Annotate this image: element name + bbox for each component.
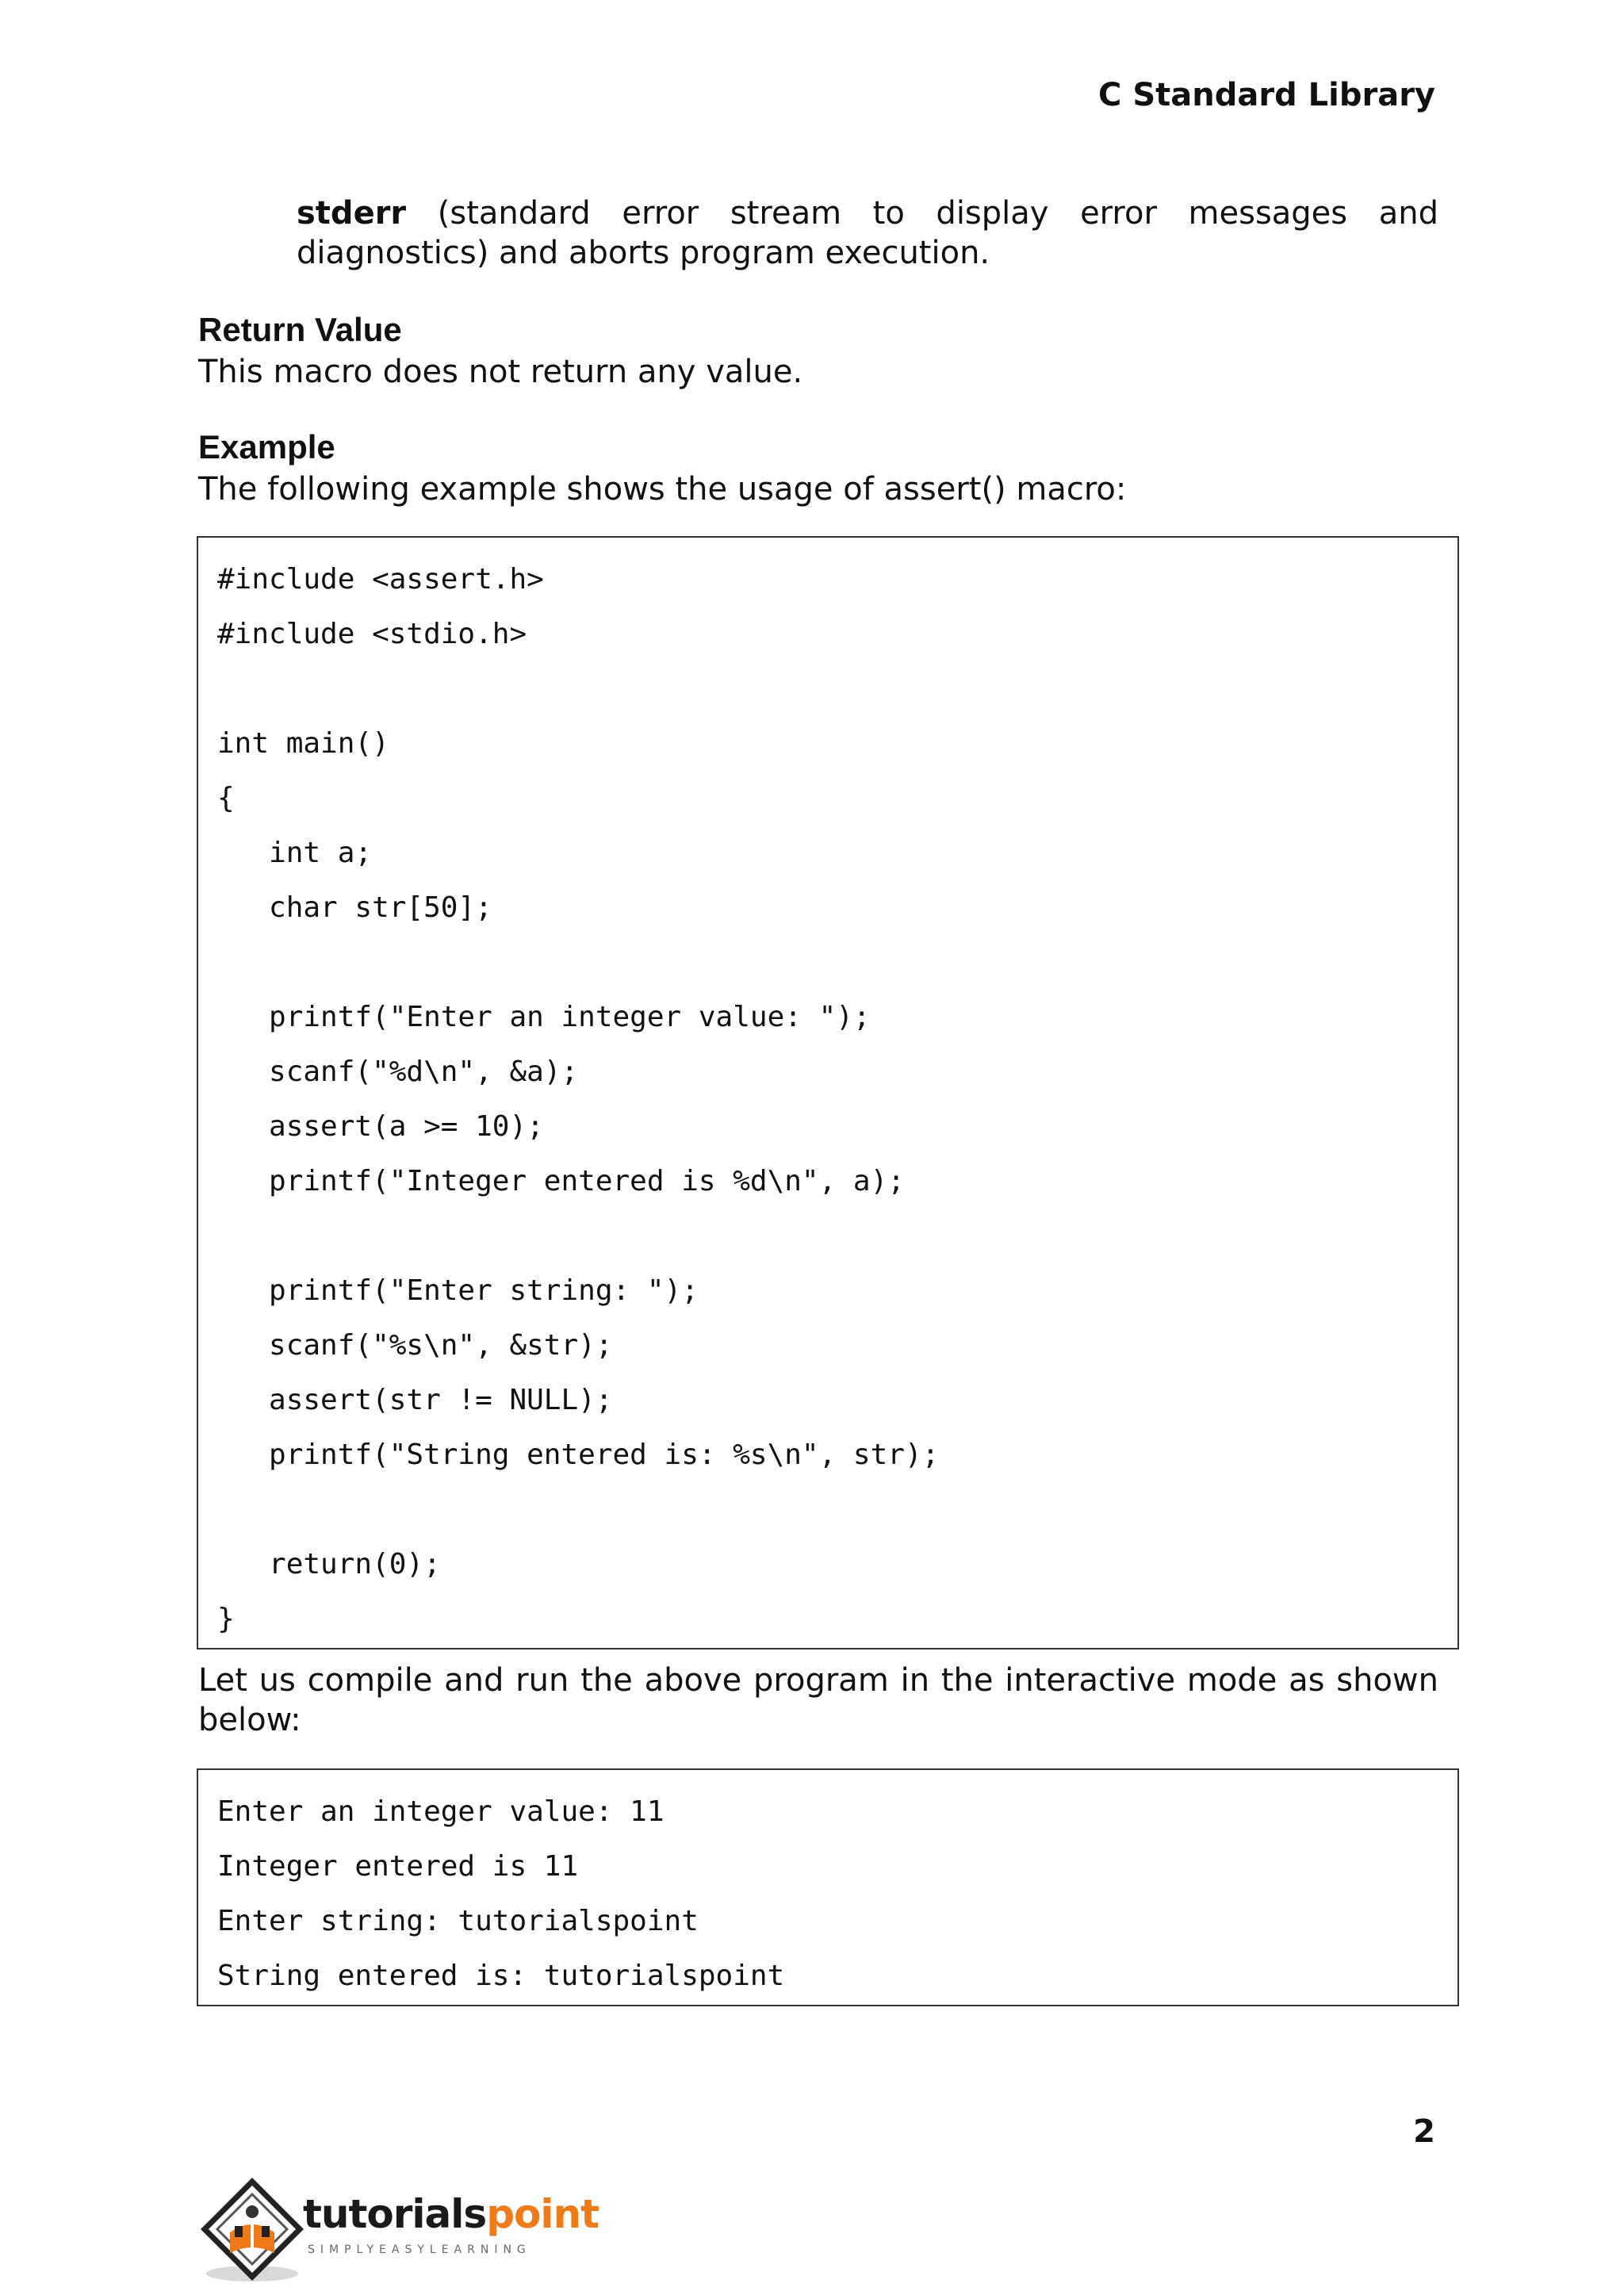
code-line: int a; [217,837,373,869]
code-line: printf("Enter string: "); [217,1274,699,1307]
code-line: assert(a >= 10); [217,1110,544,1143]
logo-wordmark: tutorialspoint [303,2191,599,2237]
example-code-block [197,536,1459,1649]
code-line: #include <assert.h> [217,563,544,596]
code-line: scanf("%d\n", &a); [217,1056,579,1088]
code-line: scanf("%s\n", &str); [217,1329,613,1362]
return-value-heading: Return Value [198,311,402,348]
logo-tagline: SIMPLYEASYLEARNING [308,2243,531,2256]
code-line: { [217,782,235,814]
page-header-title: C Standard Library [1098,77,1435,113]
output-line: Integer entered is 11 [217,1850,579,1883]
example-text: The following example shows the usage of assert() macro: [198,471,1127,508]
output-block [197,1768,1459,2006]
stderr-term: stderr [297,195,407,232]
code-line: assert(str != NULL); [217,1384,613,1416]
intro-paragraph [297,193,1438,273]
code-line: printf("String entered is: %s\n", str); [217,1439,940,1471]
code-line [217,1209,1457,1263]
compile-paragraph: Let us compile and run the above program in the interactive mode as shown below: [198,1662,1438,1738]
code-line: int main() [217,727,389,760]
intro-text: (standard error stream to display error messages and diagnostics) and aborts program execution. [297,195,1438,271]
example-heading: Example [198,428,335,466]
code-line: char str[50]; [217,891,492,924]
output-line: Enter string: tutorialspoint [217,1905,699,1937]
code-line [217,1482,1457,1537]
output-line: Enter an integer value: 11 [217,1795,665,1828]
code-lines [217,552,1457,1646]
page-number: 2 [1413,2113,1435,2150]
code-line [217,661,1457,716]
output-lines [217,1784,1457,2003]
code-line: printf("Enter an integer value: "); [217,1001,871,1033]
code-line: #include <stdio.h> [217,618,527,650]
code-line: printf("Integer entered is %d\n", a); [217,1165,905,1197]
code-line: return(0); [217,1548,441,1580]
logo-emblem-icon [197,2177,308,2288]
return-value-text: This macro does not return any value. [198,354,803,390]
code-line [217,935,1457,990]
tutorialspoint-logo [197,2177,599,2288]
code-line: } [217,1603,235,1635]
output-line: String entered is: tutorialspoint [217,1960,785,1992]
